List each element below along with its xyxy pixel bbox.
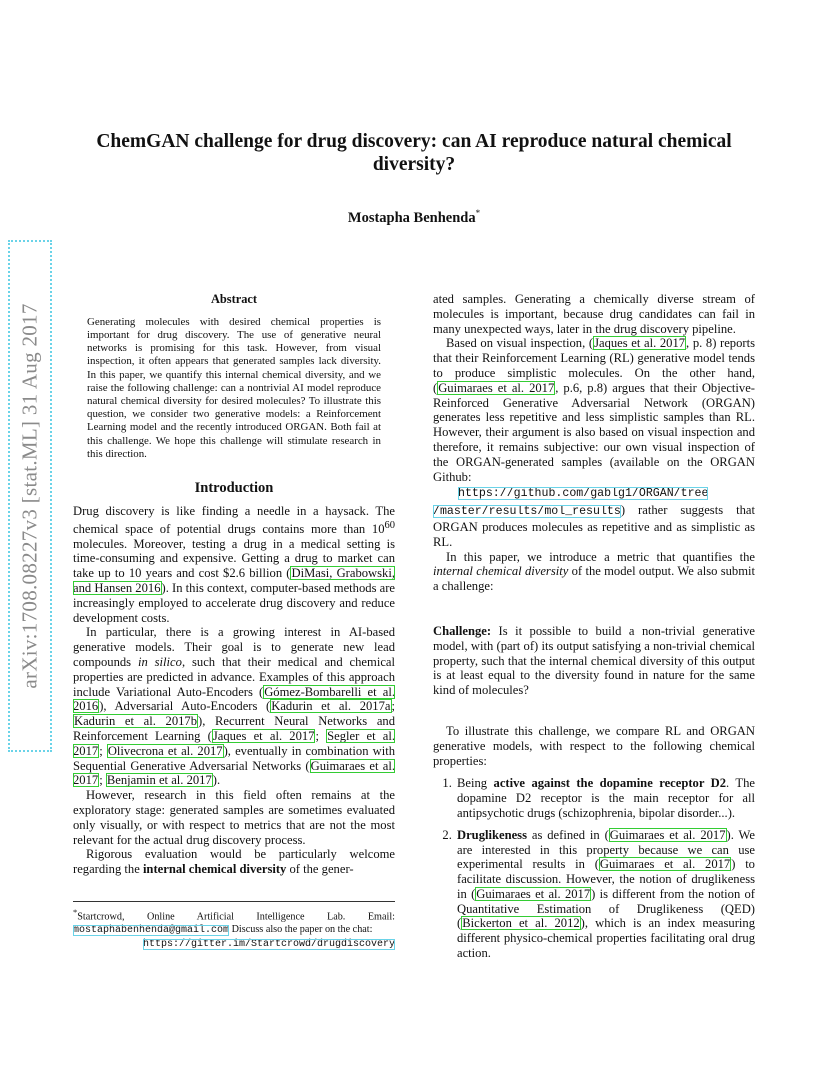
list-item [455, 776, 755, 820]
text-run: Discuss also the paper on the chat: [229, 923, 373, 935]
text-run: ). In this context, computer-based methods are increasingly employed to accelerate drug discovery and reduce development costs. [73, 581, 396, 625]
citation-link[interactable]: Guimaraes et al. 2017 [476, 886, 591, 901]
text-run: . The dopamine D2 receptor is the main receptor for all antipsychotic drugs (schizophrenia, bipolar disorder...). [457, 776, 755, 820]
author-name: Mostapha Benhenda [347, 209, 476, 226]
text-run: Is it possible to build a non-trivial generative model, with (part of) its output satisfying a non-trivial chemical property, such that the internal chemical diversity of this output is at least equal to the diversity found in nature for the same kind of molecules? [433, 623, 755, 698]
abstract-heading: Abstract [210, 292, 258, 306]
footnote [73, 901, 395, 952]
text-run: Being [457, 776, 494, 791]
intro-paragraph-1 [73, 504, 395, 626]
chat-url-link[interactable]: https://gitter.im/Startcrowd/drugdiscovery [142, 938, 395, 950]
text-run: of the gener- [286, 862, 354, 877]
citation-link[interactable]: Guimaraes et al. 2017 [438, 380, 555, 395]
right-paragraph-1: ated samples. Generating a chemically diverse stream of molecules is important, because drug candidates can fail in many unexpected ways, later in the drug discovery pipeline. [433, 292, 755, 336]
email-link[interactable]: mostaphabenhenda@gmail.com [73, 924, 230, 936]
separator: ; [391, 699, 395, 714]
citation-link[interactable]: DiMasi, Grabowski, and Hansen 2016 [73, 566, 395, 595]
author [90, 208, 738, 227]
paper-title: ChemGAN challenge for drug discovery: can AI reproduce natural chemical diversity? [96, 131, 732, 175]
chemical-properties-list [433, 776, 755, 961]
right-paragraph-3 [433, 550, 755, 594]
text-run: ), Recurrent Neural Networks and Reinforcement Learning ( [73, 714, 395, 743]
bold-text: Druglikeness [457, 827, 527, 842]
citation-link[interactable]: Guimaraes et al. 2017 [73, 758, 395, 788]
text-run: molecules. Moreover, testing a drug in a medical setting is time-consuming and expensive. Getting a drug to market can take up to 10 years and cost $2.6 billion ( [73, 536, 395, 581]
citation-link[interactable]: Gómez-Bombarelli et al. 2016 [73, 684, 395, 714]
spacer [433, 698, 755, 724]
bold-text: active against the dopamine receptor D2 [493, 776, 727, 791]
text-run: In this paper, we introduce a metric that quantifies the [446, 549, 755, 564]
intro-paragraph-4 [73, 847, 395, 877]
separator: ; [99, 773, 106, 788]
text-run: , such that their medical and chemical properties are predicted in advance. Examples of this approach include Variational Auto-Encoders ( [73, 654, 395, 699]
text-run: Based on visual inspection, ( [446, 336, 594, 351]
emphasis: in silico [137, 654, 182, 669]
text-run: ) rather suggests that ORGAN produces molecules as repetitive and as simplistic as RL. [433, 503, 755, 549]
emphasis: internal chemical diversity [433, 564, 569, 579]
text-run: Startcrowd, Online Artificial Intelligence Lab. Email: [77, 911, 395, 923]
intro-paragraph-3: However, research in this field often remains at the exploratory stage: generated samples are sometimes evaluated only visually, or with respect to metrics that are not the most relevant for the actual drug discovery process. [73, 788, 395, 847]
citation-link[interactable]: Guimaraes et al. 2017 [599, 857, 731, 872]
text-run: of the model output. We also submit a challenge: [433, 564, 756, 594]
text-run: ) is different from the notion of Quantitative Estimation of Druglikeness (QED) ( [457, 886, 756, 931]
citation-link[interactable]: Kadurin et al. 2017a [271, 699, 391, 714]
citation-link[interactable]: Benjamin et al. 2017 [106, 773, 212, 788]
challenge-label: Challenge: [433, 623, 492, 638]
text-run: , p. 8) reports that their Reinforcement Learning (RL) generative model tends to produce simplistic molecules. On the other hand, ( [433, 336, 755, 395]
citation-link[interactable]: Bickerton et al. 2012 [462, 916, 580, 931]
citation-link[interactable]: Kadurin et al. 2017b [74, 714, 198, 729]
text-run: ). We are interested in this property because we can use experimental results in ( [457, 827, 756, 872]
right-column [433, 292, 755, 968]
intro-paragraph-2 [73, 625, 395, 788]
citation-link[interactable]: Segler et al. 2017 [73, 728, 396, 758]
arxiv-id: arXiv:1708.08227v3 [stat.ML] 31 Aug 2017 [17, 303, 42, 689]
bold-text: internal chemical diversity [142, 862, 287, 877]
text-run: ), which is an index measuring different physico-chemical properties facilitating oral drug action. [457, 916, 755, 961]
text-run: Drug discovery is like finding a needle in a haysack. The chemical space of potential drugs contains more than 10 [73, 503, 395, 536]
separator: ; [315, 728, 327, 743]
right-paragraph-2 [433, 336, 755, 549]
text-run: , p.6, p.8) argues that their Objective-Reinforced Generative Adversarial Network (ORGAN) generates less repetitive and less simplistic samples than RL. However, their argument is also based on visual inspection and therefore, it remains subjective: our own visual inspection of the ORGAN-generated samples (available on the ORGAN Github: [433, 380, 755, 484]
text-run: ). [212, 773, 221, 788]
text-run: ), Adversarial Auto-Encoders ( [99, 699, 271, 714]
arxiv-stamp[interactable] [8, 240, 52, 752]
left-column [73, 292, 395, 877]
abstract-text: Generating molecules with desired chemical properties is important for drug discovery. The use of generative neural networks is promising for this task. However, from visual inspection, it often appears that generated samples lack diversity. In this paper, we quantify this internal chemical diversity, and we raise the following challenge: can a nontrivial AI model reproduce natural chemical diversity for desired molecules? To illustrate this question, we consider two generative models: a Reinforcement Learning model and the recently introduced ORGAN. Both fail at this challenge. We hope this challenge will stimulate research in this direction. [87, 315, 381, 460]
citation-link[interactable]: Jaques et al. 2017 [594, 336, 686, 351]
list-item [455, 828, 755, 961]
footnote-mark: * [73, 907, 78, 917]
introduction-heading: Introduction [194, 480, 274, 497]
text-run: ) to facilitate discussion. However, the notion of druglikeness in ( [457, 857, 755, 901]
text-run: Rigorous evaluation would be particularly welcome regarding the [73, 847, 395, 877]
exponent: 60 [384, 519, 395, 531]
separator: ; [99, 743, 107, 758]
author-footnote-mark: * [475, 208, 481, 218]
text-run: ), eventually in combination with Sequential Generative Adversarial Networks ( [73, 743, 395, 773]
github-url-link[interactable]: https://github.com/gablg1/ORGAN/tree [458, 487, 709, 501]
citation-link[interactable]: Jaques et al. 2017 [212, 728, 315, 743]
text-run: In particular, there is a growing interest in AI-based generative models. Their goal is to generate new lead compounds [73, 625, 395, 669]
citation-link[interactable]: Guimaraes et al. 2017 [609, 827, 726, 842]
citation-link[interactable]: Olivecrona et al. 2017 [107, 743, 223, 758]
github-url-link-continued[interactable]: /master/results/mol_results [433, 505, 621, 519]
text-run: as defined in ( [526, 827, 609, 842]
right-paragraph-4: To illustrate this challenge, we compare RL and ORGAN generative models, with respect to the following chemical properties: [433, 723, 755, 768]
challenge-statement [433, 624, 755, 698]
